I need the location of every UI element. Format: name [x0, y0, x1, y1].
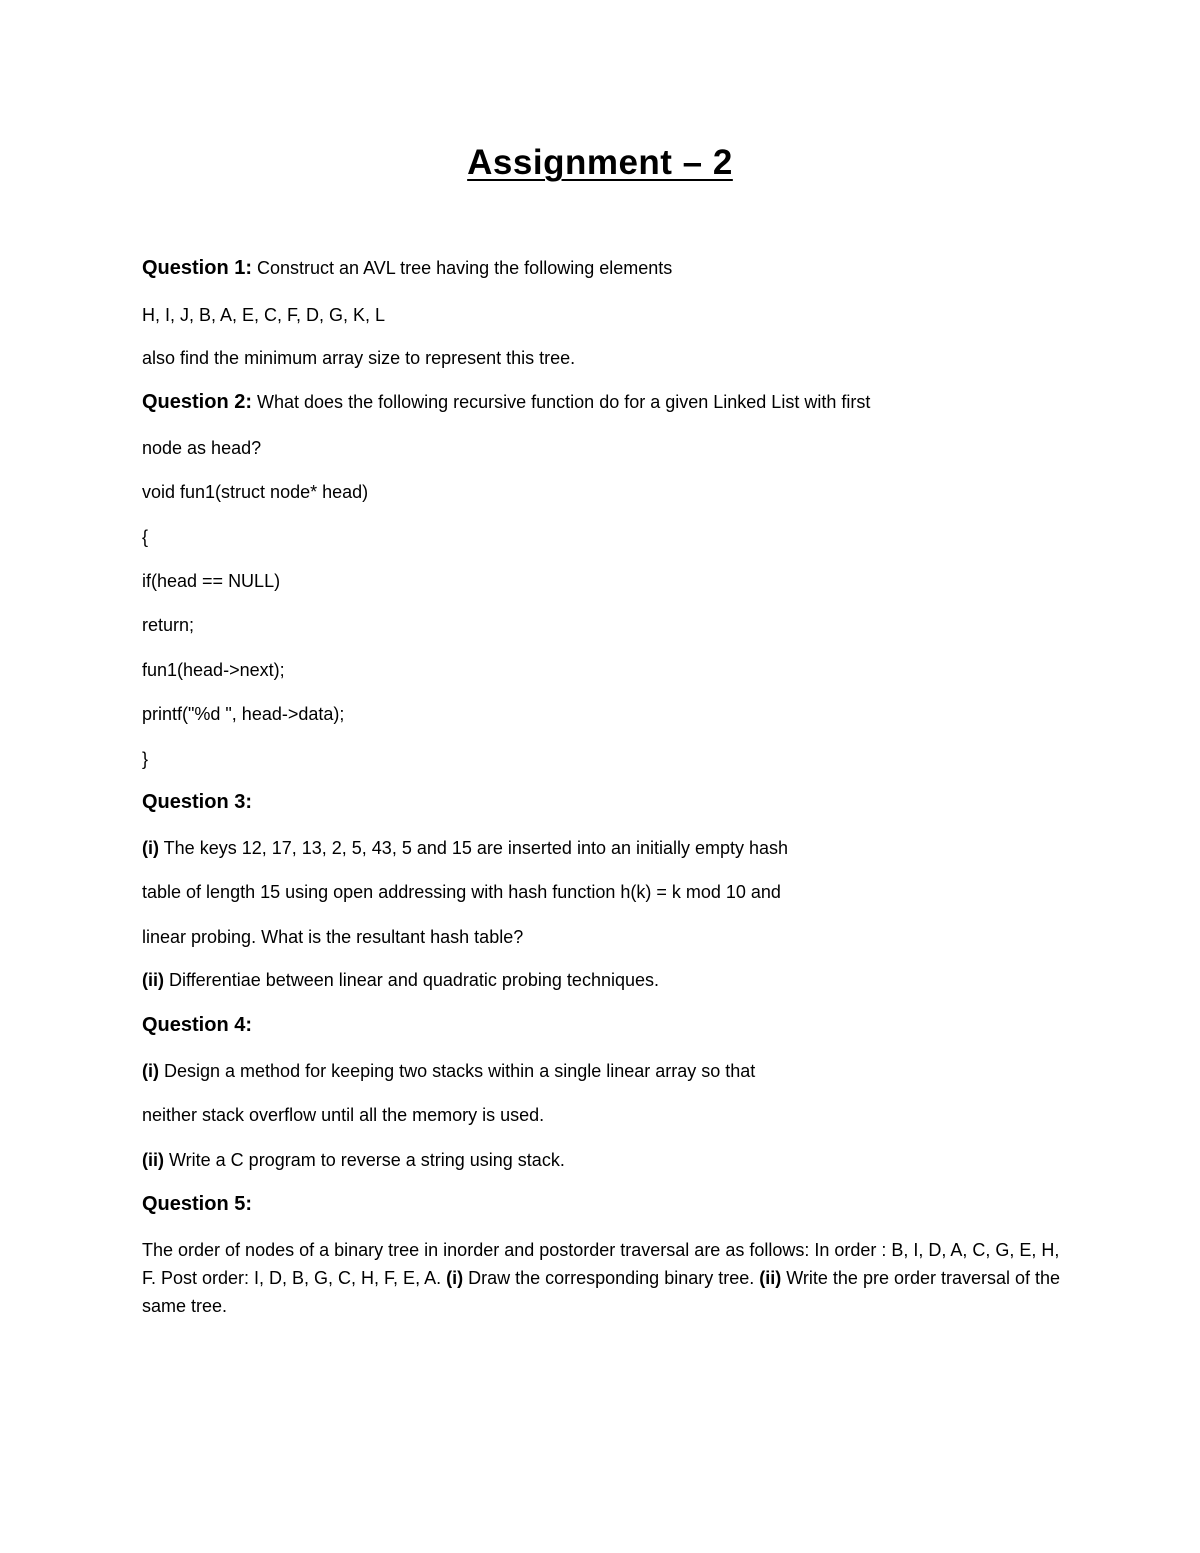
question-3-part-1-text-3: linear probing. What is the resultant hash table? — [142, 927, 524, 947]
question-5-paragraph — [142, 1236, 1062, 1320]
question-5-heading — [142, 1193, 252, 1215]
question-5-text-b: Draw the corresponding binary tree. — [463, 1268, 760, 1288]
part-label: (i) — [142, 838, 159, 858]
part-label: (i) — [446, 1268, 464, 1288]
page-title: Assignment – 2 — [467, 143, 733, 182]
question-2-text-continued: node as head? — [142, 438, 262, 458]
code-line: return; — [142, 615, 195, 635]
part-label: (ii) — [759, 1268, 782, 1288]
question-4-part-2-text: Write a C program to reverse a string using stack. — [164, 1150, 565, 1170]
question-4-label: Question 4: — [142, 1014, 253, 1036]
question-3-part-1-text: The keys 12, 17, 13, 2, 5, 43, 5 and 15 are inserted into an initially empty hash — [159, 838, 789, 858]
part-label: (ii) — [142, 1150, 164, 1170]
question-3-part-2-text: Differentiae between linear and quadratic probing techniques. — [164, 970, 659, 990]
question-1-elements: H, I, J, B, A, E, C, F, D, G, K, L — [142, 305, 386, 325]
question-3-part-2 — [142, 969, 659, 991]
question-2-heading — [142, 391, 870, 413]
question-1-text: Construct an AVL tree having the following elements — [252, 258, 673, 278]
question-4-heading — [142, 1014, 252, 1036]
question-5-text-a: The order of nodes of a binary tree in inorder and postorder traversal are as follows: In order : B, I, D, A, C, G, E, H, F. Post order: I, D, B, G, C, H, F, E, A. — [142, 1240, 1060, 1288]
code-line: printf("%d ", head->data); — [142, 704, 345, 724]
question-2-text: What does the following recursive function do for a given Linked List with first — [252, 392, 871, 412]
question-1-label: Question 1: — [142, 257, 253, 279]
question-3-part-1 — [142, 837, 788, 859]
question-5-label: Question 5: — [142, 1193, 253, 1215]
question-5-text-c: Write the pre order traversal of the same tree. — [142, 1268, 1061, 1316]
question-1-heading — [142, 257, 672, 279]
question-3-part-1-text-2: table of length 15 using open addressing with hash function h(k) = k mod 10 and — [142, 882, 781, 902]
question-4-part-2 — [142, 1149, 565, 1171]
question-3-label: Question 3: — [142, 791, 253, 813]
question-1-followup: also find the minimum array size to represent this tree. — [142, 348, 576, 368]
question-2-label: Question 2: — [142, 391, 253, 413]
code-line: fun1(head->next); — [142, 660, 285, 680]
code-line: void fun1(struct node* head) — [142, 482, 369, 502]
part-label: (ii) — [142, 970, 164, 990]
question-4-part-1-text-2: neither stack overflow until all the memory is used. — [142, 1105, 545, 1125]
question-4-part-1 — [142, 1060, 755, 1082]
question-4-part-1-text: Design a method for keeping two stacks within a single linear array so that — [159, 1061, 756, 1081]
code-line: if(head == NULL) — [142, 571, 281, 591]
part-label: (i) — [142, 1061, 159, 1081]
code-line: { — [142, 527, 149, 547]
question-3-heading — [142, 791, 252, 813]
code-line: } — [142, 749, 149, 769]
